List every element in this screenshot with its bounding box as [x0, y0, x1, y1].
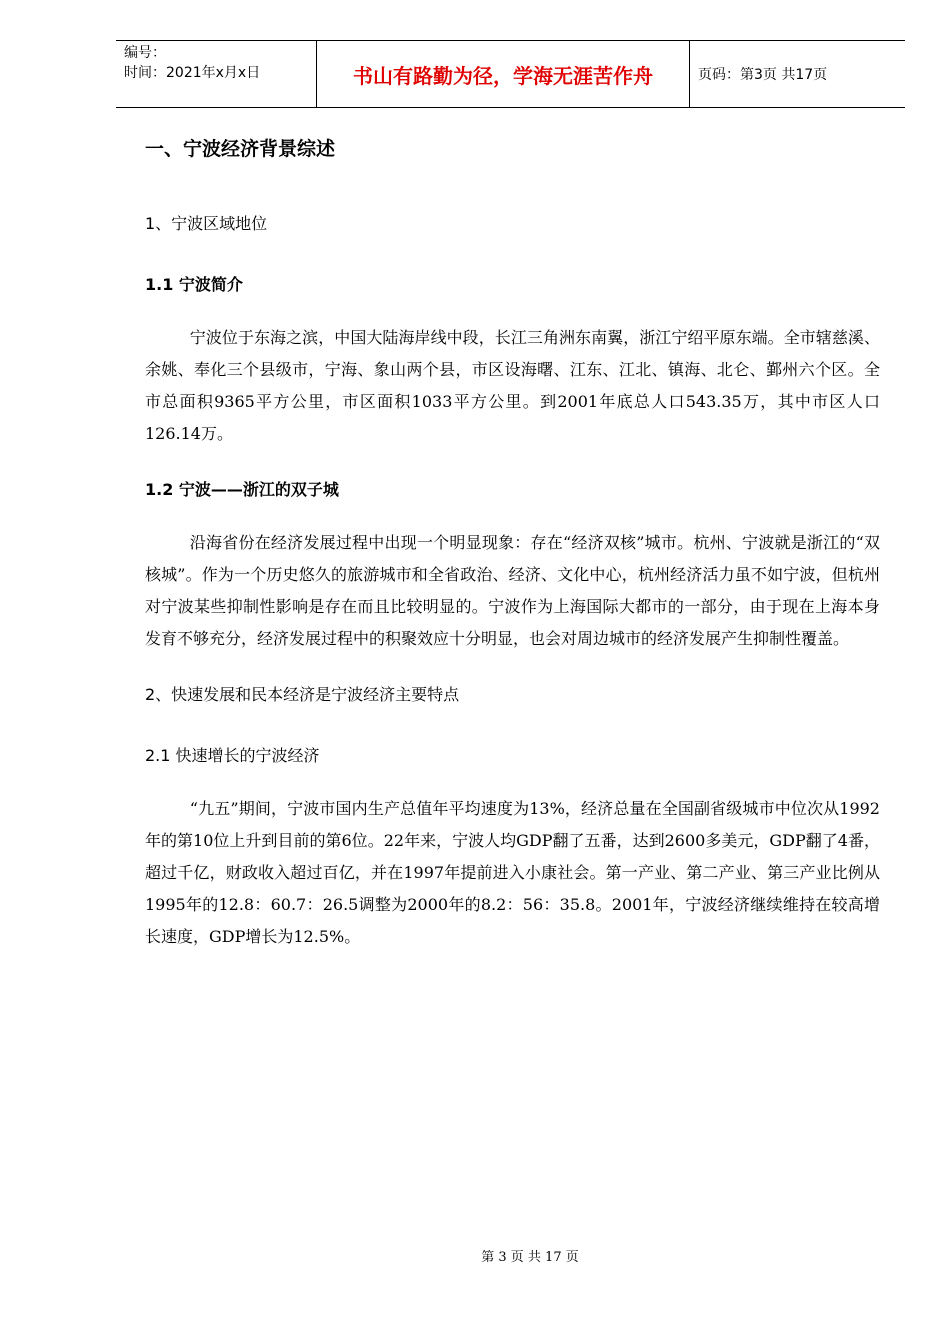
header-page-text: 页码：第3页 共17页	[698, 67, 828, 83]
footer-page-number: 第 3 页 共 17 页	[481, 1250, 579, 1265]
subsection-title-1: 1、宁波区域地位	[145, 214, 268, 233]
header-motto	[316, 41, 690, 107]
header-meta	[116, 41, 316, 107]
page-footer	[0, 1246, 950, 1265]
subsection-title-2-1: 2.1 快速增长的宁波经济	[145, 746, 320, 765]
paragraph-2-1: “九五”期间，宁波市国内生产总值年平均速度为13%，经济总量在全国副省级城市中位次从1992年的第10位上升到目前的第6位。22年来，宁波人均GDP翻了五番，达到2600多美元，GDP翻了4番，超过千亿，财政收入超过百亿，并在1997年提前进入小康社会。第一产业、第二产业、第三产业比例从1995年的12.8：60.7：26.5调整为2000年的8.2：56：35.8。2001年，宁波经济继续维持在较高增长速度，GDP增长为12.5%。	[145, 799, 880, 946]
header-number: 编号：	[124, 45, 166, 61]
subsection-title-1-1: 1.1 宁波简介	[145, 275, 243, 294]
header-motto-text: 书山有路勤为径，学海无涯苦作舟	[353, 63, 653, 88]
document-body	[145, 120, 880, 953]
subsection-title-2: 2、快速发展和民本经济是宁波经济主要特点	[145, 685, 460, 704]
paragraph-1-1: 宁波位于东海之滨，中国大陆海岸线中段，长江三角洲东南翼，浙江宁绍平原东端。全市辖慈溪、余姚、奉化三个县级市，宁海、象山两个县，市区设海曙、江东、江北、镇海、北仑、鄞州六个区。全市总面积9365平方公里，市区面积1033平方公里。到2001年底总人口543.35万，其中市区人口126.14万。	[145, 328, 880, 443]
paragraph-1-2: 沿海省份在经济发展过程中出现一个明显现象：存在“经济双核”城市。杭州、宁波就是浙江的“双核城”。作为一个历史悠久的旅游城市和全省政治、经济、文化中心，杭州经济活力虽不如宁波，但杭州对宁波某些抑制性影响是存在而且比较明显的。宁波作为上海国际大都市的一部分，由于现在上海本身发育不够充分，经济发展过程中的积聚效应十分明显，也会对周边城市的经济发展产生抑制性覆盖。	[145, 533, 880, 648]
header-time: 时间：2021年x月x日	[124, 65, 261, 81]
page-header	[116, 40, 905, 108]
header-page	[690, 41, 905, 107]
section-title: 一、宁波经济背景综述	[145, 138, 336, 160]
subsection-title-1-2: 1.2 宁波——浙江的双子城	[145, 480, 339, 499]
